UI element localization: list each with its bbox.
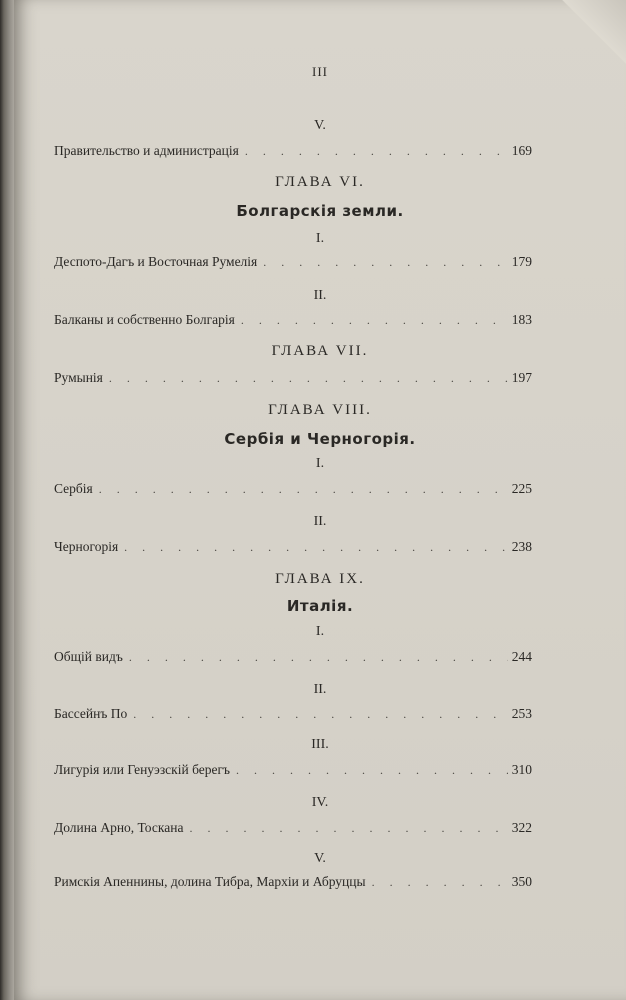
toc-entry-title: Балканы и собственно Болгарія <box>54 312 235 327</box>
leader-dots <box>133 707 508 722</box>
leader-dots <box>372 875 508 890</box>
section-numeral: I. <box>315 456 325 471</box>
section-numeral: IV. <box>311 795 329 810</box>
leader-dots <box>99 482 508 497</box>
toc-entry-title: Деспото-Дагъ и Восточная Румелія <box>54 254 258 269</box>
toc-entry-title: Черногорія <box>54 539 119 554</box>
chapter-title: Сербія и Черногорія. <box>224 430 416 448</box>
leader-dots <box>124 540 508 555</box>
toc-entry <box>54 370 532 386</box>
leader-dots <box>263 255 507 270</box>
leader-dots <box>236 763 508 778</box>
toc-entry <box>54 874 532 890</box>
chapter-title: Италія. <box>286 597 354 615</box>
leader-dots <box>241 313 508 328</box>
page-number: III <box>312 64 328 79</box>
toc-entry-page: 169 <box>511 143 532 158</box>
section-numeral: V. <box>314 851 326 866</box>
section-numeral: I. <box>315 624 325 639</box>
toc-entry-page: 197 <box>511 370 532 385</box>
toc-entry <box>54 143 532 159</box>
section-numeral: III. <box>311 737 329 752</box>
toc-entry-title: Лигурія или Генуэзскій берегъ <box>54 762 231 777</box>
section-numeral: I. <box>315 231 325 246</box>
toc-entry <box>54 762 532 778</box>
chapter-heading: ГЛАВА IX. <box>275 571 365 587</box>
toc-entry <box>54 254 532 270</box>
toc-entry-title: Долина Арно, Тоскана <box>54 820 184 835</box>
leader-dots <box>245 144 508 159</box>
toc-entry-title: Римскія Апеннины, долина Тибра, Мархіи и Абруццы <box>54 874 366 889</box>
toc-entry-page: 238 <box>511 539 532 554</box>
toc-entry <box>54 481 532 497</box>
toc-entry <box>54 820 532 836</box>
book-page <box>14 0 626 1000</box>
toc-entry-page: 179 <box>511 254 532 269</box>
toc-entry-title: Правительство и администрація <box>54 143 239 158</box>
section-numeral: II. <box>313 682 327 697</box>
toc-entry-page: 310 <box>511 762 532 777</box>
leader-dots <box>189 821 507 836</box>
toc-entry-title: Бассейнъ По <box>54 706 128 721</box>
section-numeral: V. <box>314 118 326 133</box>
toc-entry-page: 244 <box>511 649 532 664</box>
chapter-title: Болгарскія земли. <box>236 202 404 220</box>
section-numeral: II. <box>313 288 327 303</box>
toc-entry-title: Общій видъ <box>54 649 123 664</box>
toc-entry-page: 253 <box>511 706 532 721</box>
toc-entry <box>54 706 532 722</box>
toc-entry <box>54 539 532 555</box>
leader-dots <box>129 650 508 665</box>
chapter-heading: ГЛАВА VII. <box>271 343 369 359</box>
toc-entry-page: 322 <box>511 820 532 835</box>
toc-entry-title: Сербія <box>54 481 93 496</box>
chapter-heading: ГЛАВА VIII. <box>268 402 372 418</box>
toc-entry <box>54 312 532 328</box>
toc-entry-page: 225 <box>511 481 532 496</box>
section-numeral: II. <box>313 514 327 529</box>
page-corner-fold <box>556 0 626 70</box>
toc-entry-page: 183 <box>511 312 532 327</box>
chapter-heading: ГЛАВА VI. <box>275 174 365 190</box>
toc-entry-title: Румынія <box>54 370 103 385</box>
leader-dots <box>109 371 508 386</box>
toc-entry <box>54 649 532 665</box>
toc-entry-page: 350 <box>511 874 532 889</box>
